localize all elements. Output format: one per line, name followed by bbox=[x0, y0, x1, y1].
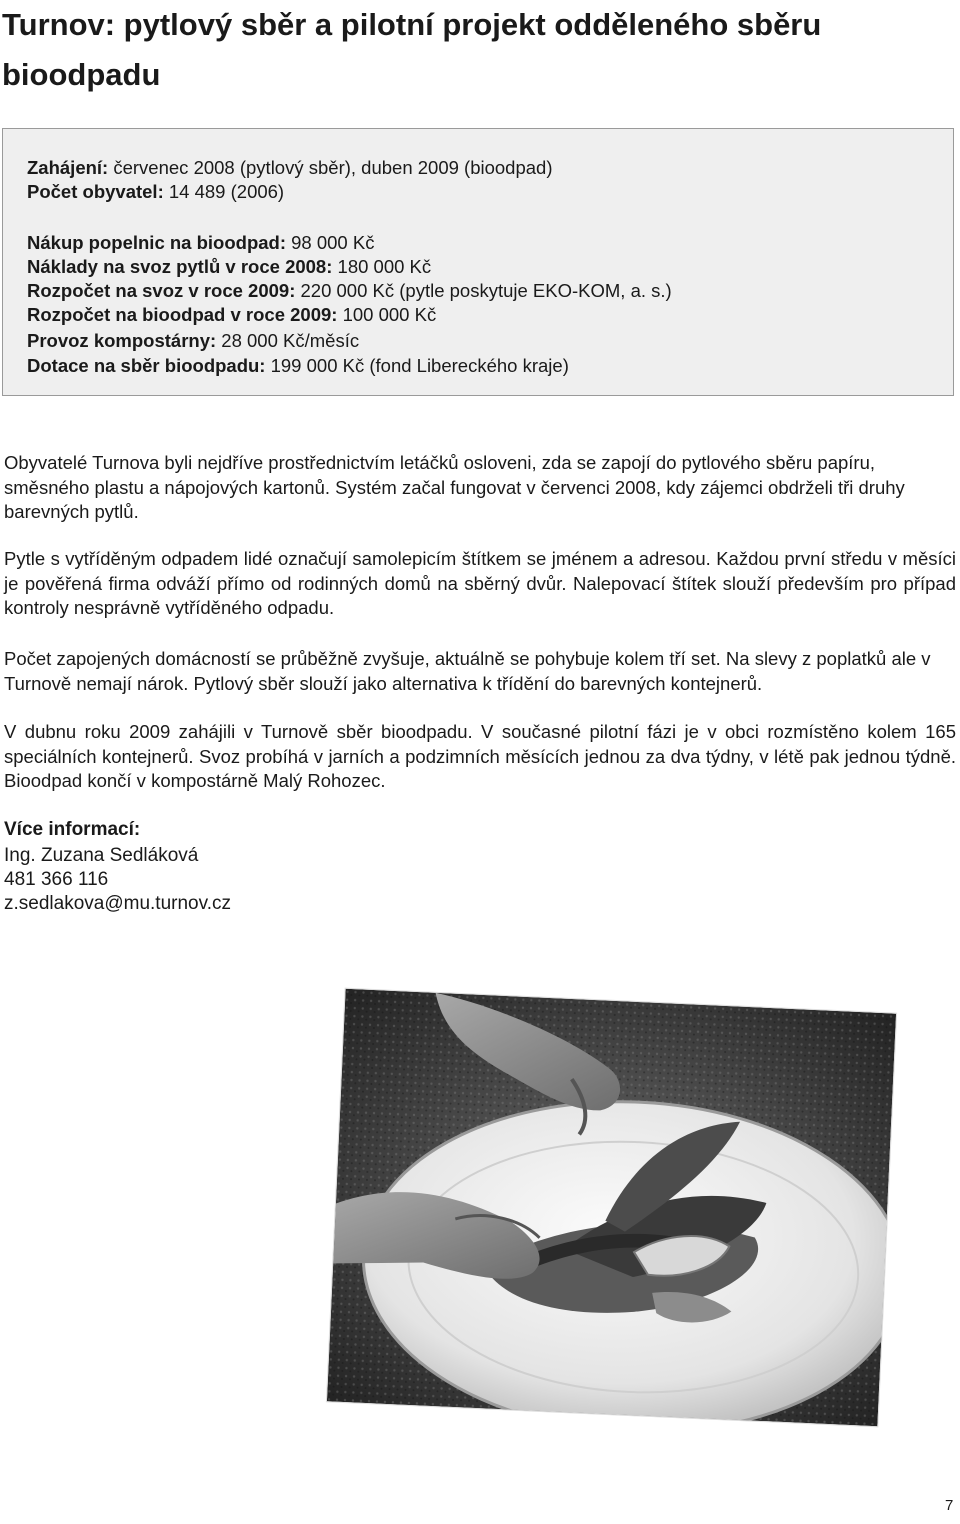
info-bin-purchase: Nákup popelnic na bioodpad: 98 000 Kč bbox=[27, 232, 375, 253]
info-box bbox=[2, 128, 954, 396]
photo-image bbox=[327, 989, 896, 1427]
paragraph-4: V dubnu roku 2009 zahájili v Turnově sběr bioodpadu. V současné pilotní fázi je v obci rozmístěno kolem 165 speciálních kontejnerů. Svoz probíhá v jarních a podzimních měsících jednou za dva týdny, v létě pak jednou týdně. Bioodpad končí v kompostárně Malý Rohozec. bbox=[4, 721, 956, 791]
paragraph-1: Obyvatelé Turnova byli nejdříve prostřednictvím letáčků osloveni, zda se zapojí do pytlového sběru papíru, směsného plastu a nápojových kartonů. Systém začal fungovat v červenci 2008, kdy zájemci obdrželi tři druhy barevných pytlů. bbox=[4, 452, 905, 522]
info-composting-operation: Provoz kompostárny: 28 000 Kč/měsíc bbox=[27, 330, 360, 351]
contact-phone: 481 366 116 bbox=[4, 869, 109, 890]
more-info-heading: Více informací: bbox=[4, 819, 141, 840]
page-number: 7 bbox=[945, 1497, 954, 1514]
photo-biowaste-plate bbox=[327, 989, 896, 1427]
paragraph-3: Počet zapojených domácností se průběžně zvyšuje, aktuálně se pohybuje kolem tří set. Na slevy z poplatků ale v Turnově nemají nárok. Pytlový sběr slouží jako alternativa k třídění do barevných kontejnerů. bbox=[4, 648, 931, 694]
info-population: Počet obyvatel: 14 489 (2006) bbox=[27, 181, 285, 202]
info-start: Zahájení: červenec 2008 (pytlový sběr), duben 2009 (bioodpad) bbox=[27, 157, 553, 178]
info-collection-budget-2009: Rozpočet na svoz v roce 2009: 220 000 Kč (pytle poskytuje EKO-KOM, a. s.) bbox=[27, 280, 672, 301]
contact-name: Ing. Zuzana Sedláková bbox=[4, 845, 199, 866]
info-biowaste-subsidy: Dotace na sběr bioodpadu: 199 000 Kč (fond Libereckého kraje) bbox=[27, 355, 569, 376]
contact-email[interactable]: z.sedlakova@mu.turnov.cz bbox=[4, 893, 231, 914]
info-biowaste-budget-2009: Rozpočet na bioodpad v roce 2009: 100 000 Kč bbox=[27, 304, 437, 325]
paragraph-2: Pytle s vytříděným odpadem lidé označují samolepicím štítkem se jménem a adresou. Každou první středu v měsíci je pověřená firma odváží přímo od rodinných domů na sběrný dvůr. Nalepovací štítek slouží především pro případ kontroly nesprávně vytříděného odpadu. bbox=[4, 548, 956, 618]
page-title: Turnov: pytlový sběr a pilotní projekt odděleného sběru bioodpadu bbox=[2, 7, 822, 92]
info-bag-costs-2008: Náklady na svoz pytlů v roce 2008: 180 000 Kč bbox=[27, 256, 432, 277]
